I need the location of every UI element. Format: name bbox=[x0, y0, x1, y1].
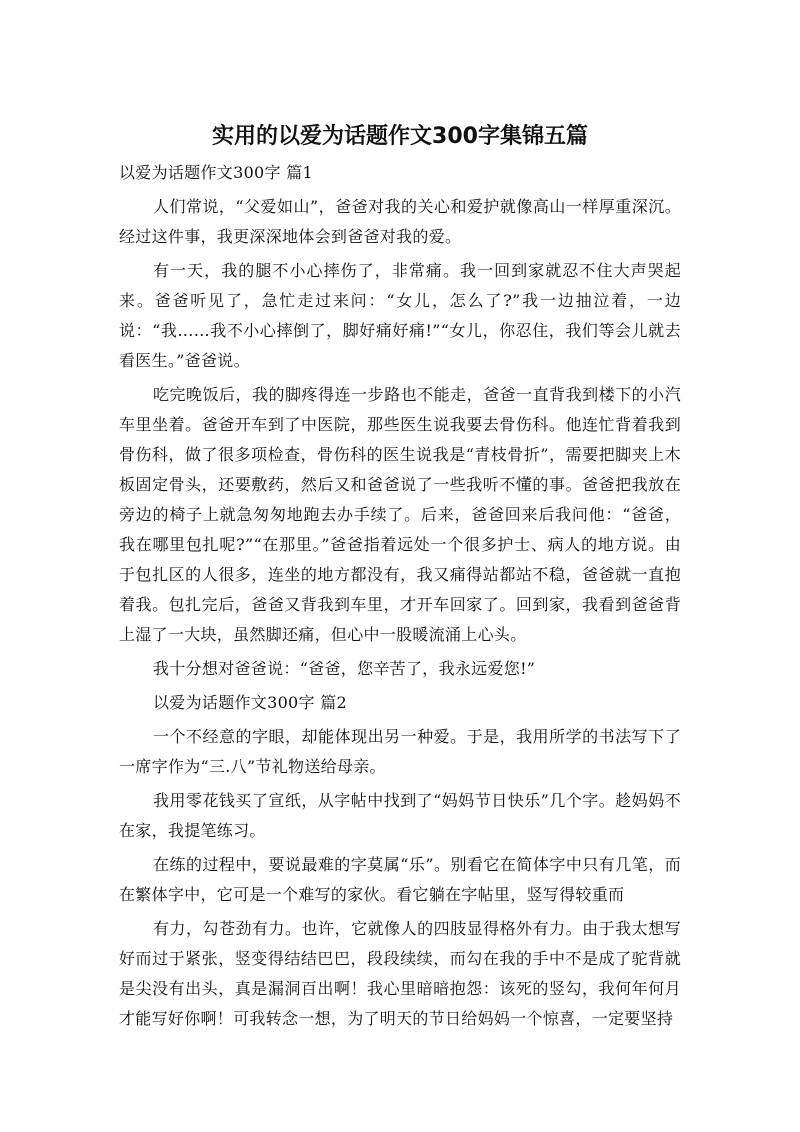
paragraph: 我十分想对爸爸说：“爸爸，您辛苦了，我永远爱您!” bbox=[153, 659, 536, 678]
paragraph: 有一天，我的腿不小心摔伤了，非常痛。我一回到家就忍不住大声哭起来。爸爸听见了，急忙走过来问：“女儿，怎么了?”我一边抽泣着，一边说：“我……我不小心摔倒了，脚好痛好痛!”“女儿，你忍住，我们等会儿就去看医生。”爸爸说。 bbox=[119, 261, 681, 370]
document-title: 实用的以爱为话题作文300字集锦五篇 bbox=[212, 124, 588, 149]
paragraph: 一个不经意的字眼，却能体现出另一种爱。于是，我用所学的书法写下了一席字作为“三.八”节礼物送给母亲。 bbox=[119, 727, 681, 776]
document-body bbox=[119, 158, 681, 1038]
section-heading-1: 以爱为话题作文300字 篇1 bbox=[119, 163, 314, 182]
paragraph: 在练的过程中，要说最难的字莫属“乐”。别看它在简体字中只有几笔，而在繁体字中，它可是一个难写的家伙。看它躺在字帖里，竖写得较重而 bbox=[119, 855, 681, 904]
paragraph: 我用零花钱买了宣纸，从字帖中找到了“妈妈节日快乐”几个字。趁妈妈不在家，我提笔练习。 bbox=[119, 791, 681, 840]
section-heading-2: 以爱为话题作文300字 篇2 bbox=[153, 693, 348, 712]
paragraph: 有力，勾苍劲有力。也许，它就像人的四肢显得格外有力。由于我太想写好而过于紧张，竖变得结结巴巴，段段续续，而勾在我的手中不是成了驼背就是尖没有出头，真是漏洞百出啊！我心里暗暗抱怨：该死的竖勾，我何年何月才能写好你啊！可我转念一想，为了明天的节日给妈妈一个惊喜，一定要坚持 bbox=[119, 919, 681, 1028]
paragraph: 人们常说，“父爱如山”，爸爸对我的关心和爱护就像高山一样厚重深沉。经过这件事，我更深深地体会到爸爸对我的爱。 bbox=[119, 197, 681, 246]
paragraph: 吃完晚饭后，我的脚疼得连一步路也不能走，爸爸一直背我到楼下的小汽车里坐着。爸爸开车到了中医院，那些医生说我要去骨伤科。他连忙背着我到骨伤科，做了很多项检查，骨伤科的医生说我是“青枝骨折”，需要把脚夹上木板固定骨头，还要敷药，然后又和爸爸说了一些我听不懂的事。爸爸把我放在旁边的椅子上就急匆匆地跑去办手续了。后来，爸爸回来后我问他：“爸爸，我在哪里包扎呢?”“在那里。”爸爸指着远处一个很多护士、病人的地方说。由于包扎区的人很多，连坐的地方都没有，我又痛得站都站不稳，爸爸就一直抱着我。包扎完后，爸爸又背我到车里，才开车回家了。回到家，我看到爸爸背上湿了一大块，虽然脚还痛，但心中一股暖流涌上心头。 bbox=[119, 385, 681, 644]
